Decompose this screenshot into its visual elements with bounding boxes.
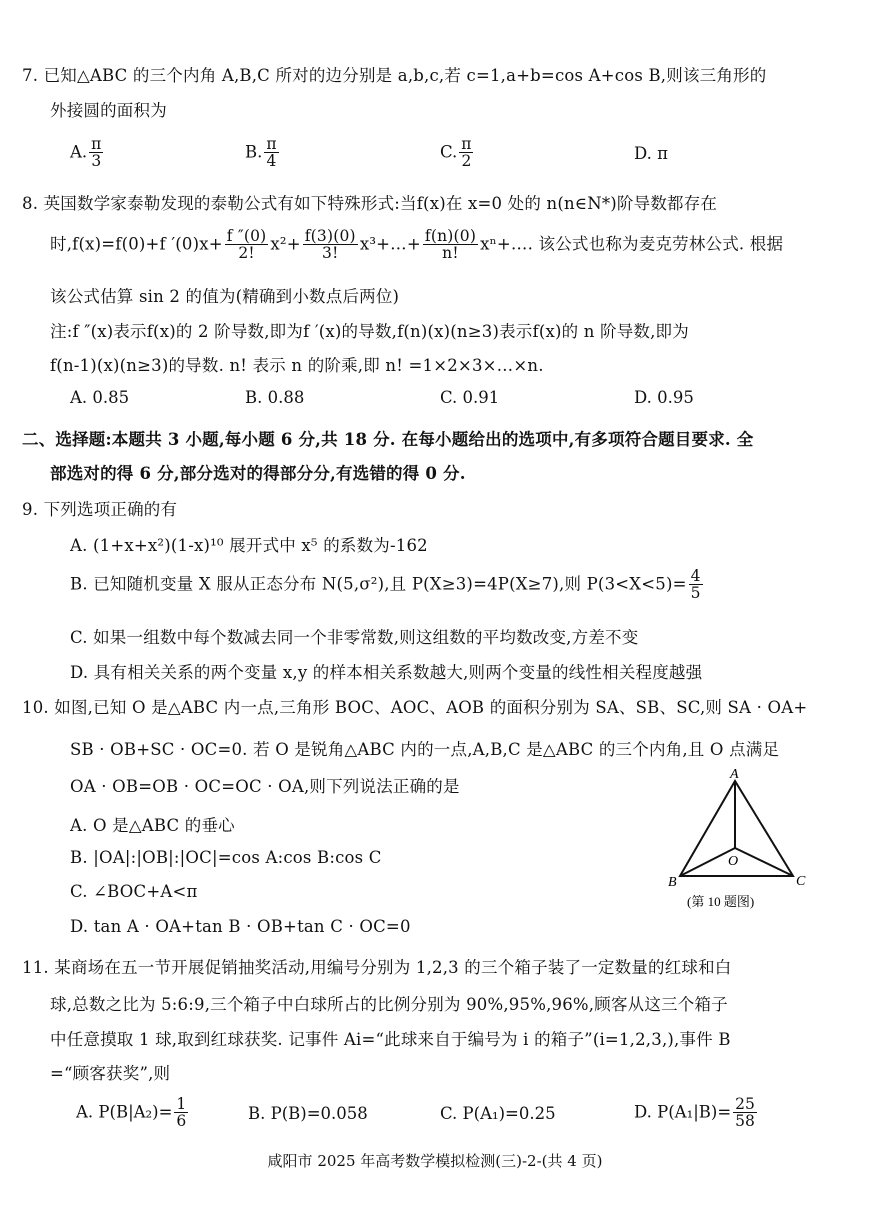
q7-stem-line1: 7. 已知△ABC 的三个内角 A,B,C 所对的边分别是 a,b,c,若 c=1,a+b=cos A+cos B,则该三角形的 xyxy=(22,66,767,85)
q11-option-d-text: D. P(A₁|B)= xyxy=(634,1102,732,1122)
section2-heading-line2: 部选对的得 6 分,部分选对的得部分分,有选错的得 0 分. xyxy=(50,464,466,483)
fraction-numerator: f(3)(0) xyxy=(304,227,356,245)
q8-stem-line1: 8. 英国数学家泰勒发现的泰勒公式有如下特殊形式:当f(x)在 x=0 处的 n(n∈N*)阶导数都存在 xyxy=(22,194,718,213)
q7-option-c-label: C. xyxy=(440,142,458,162)
q11-option-b: B. P(B)=0.058 xyxy=(248,1104,368,1123)
q7-option-a xyxy=(70,136,105,170)
q8-termn-fraction xyxy=(423,228,478,262)
q11-option-a xyxy=(76,1096,190,1130)
q8-formula-line: 时,f(x)=f(0)+f ′(0)x+ $\frac{f ''(0)}{2!}$ x²+ $\frac{f(3)(0)}{3!}$ x³+…+ $\frac{f(n)(0)}{n!}$ xⁿ+…. 该公式也称为麦克劳林公式. 根据 xyxy=(50,227,784,263)
q7-option-a-fraction xyxy=(89,136,103,170)
fraction-denominator: n! xyxy=(442,244,459,263)
q8-term3-fraction xyxy=(303,228,358,262)
vertex-label-c: C xyxy=(796,874,806,889)
q11-option-a-text: A. P(B|A₂)= xyxy=(76,1102,173,1122)
q8-note-line2: f(n-1)(x)(n≥3)的导数. n! 表示 n 的阶乘,即 n! =1×2×3×…×n. xyxy=(50,356,544,375)
q7-option-c-fraction xyxy=(459,136,473,170)
q9-option-b-text: B. 已知随机变量 X 服从正态分布 N(5,σ²),且 P(X≥3)=4P(X≥7),则 P(3<X<5)= xyxy=(70,574,687,594)
q8-option-b: B. 0.88 xyxy=(245,388,305,407)
fraction-numerator: f(n)(0) xyxy=(424,227,477,245)
q11-stem-line1: 11. 某商场在五一节开展促销抽奖活动,用编号分别为 1,2,3 的三个箱子装了一定数量的红球和白 xyxy=(22,958,732,977)
q9-option-a: A. (1+x+x²)(1-x)¹⁰ 展开式中 x⁵ 的系数为-162 xyxy=(70,536,428,555)
q10-option-b: B. |OA|:|OB|:|OC|=cos A:cos B:cos C xyxy=(70,848,382,867)
vertex-label-a: A xyxy=(730,767,739,782)
q8-term2-fraction xyxy=(225,228,269,262)
fraction-numerator: 25 xyxy=(735,1095,755,1113)
fraction-denominator: 58 xyxy=(735,1112,755,1131)
figure-caption: (第 10 题图) xyxy=(687,894,755,909)
fraction-denominator: 2 xyxy=(461,152,472,171)
q7-option-c xyxy=(440,136,475,170)
q11-option-d-fraction xyxy=(733,1096,757,1130)
fraction-denominator: 3 xyxy=(91,152,102,171)
fraction-numerator: π xyxy=(91,135,102,153)
fraction-numerator: 4 xyxy=(690,567,701,585)
q11-stem-line3: 中任意摸取 1 球,取到红球获奖. 记事件 Ai=“此球来自于编号为 i 的箱子”(i=1,2,3,),事件 B xyxy=(50,1030,731,1049)
q11-option-d xyxy=(634,1096,759,1130)
q8-stem-line3: 该公式估算 sin 2 的值为(精确到小数点后两位) xyxy=(50,287,400,306)
q11-option-c: C. P(A₁)=0.25 xyxy=(440,1104,556,1123)
fraction-numerator: π xyxy=(266,135,277,153)
q9-option-b xyxy=(70,568,705,602)
q10-option-a: A. O 是△ABC 的垂心 xyxy=(70,816,235,835)
q10-triangle-figure xyxy=(665,766,815,916)
q7-option-a-label: A. xyxy=(70,142,88,162)
q8-formula-prefix: 时,f(x)=f(0)+f ′(0)x+ xyxy=(50,234,223,254)
fraction-denominator: 3! xyxy=(322,244,339,263)
q8-option-a: A. 0.85 xyxy=(70,388,130,407)
fraction-denominator: 4 xyxy=(266,152,277,171)
q9-option-d: D. 具有相关关系的两个变量 x,y 的样本相关系数越大,则两个变量的线性相关程度越强 xyxy=(70,663,703,682)
q10-stem-line3: OA · OB=OB · OC=OC · OA,则下列说法正确的是 xyxy=(70,777,460,796)
fraction-numerator: 1 xyxy=(176,1095,187,1113)
triangle-diagram xyxy=(665,766,815,916)
fraction-denominator: 2! xyxy=(238,244,255,263)
q7-option-b xyxy=(245,136,281,170)
fraction-numerator: π xyxy=(461,135,472,153)
q8-option-d: D. 0.95 xyxy=(634,388,694,407)
section2-heading-line1: 二、选择题:本题共 3 小题,每小题 6 分,共 18 分. 在每小题给出的选项中,有多项符合题目要求. 全 xyxy=(22,430,754,449)
fraction-denominator: 5 xyxy=(690,584,701,603)
q11-stem-line2: 球,总数之比为 5:6:9,三个箱子中白球所占的比例分别为 90%,95%,96%,顾客从这三个箱子 xyxy=(50,995,728,1014)
q8-formula-suffix: xⁿ+…. 该公式也称为麦克劳林公式. 根据 xyxy=(480,234,784,254)
q10-stem-line1: 10. 如图,已知 O 是△ABC 内一点,三角形 BOC、AOC、AOB 的面积分别为 SA、SB、SC,则 SA · OA+ xyxy=(22,698,808,717)
q7-option-b-label: B. xyxy=(245,142,263,162)
q10-option-c: C. ∠BOC+A<π xyxy=(70,882,198,901)
vertex-label-b: B xyxy=(668,875,677,890)
q7-option-b-fraction xyxy=(264,136,278,170)
fraction-denominator: 6 xyxy=(176,1112,187,1131)
q8-option-c: C. 0.91 xyxy=(440,388,500,407)
q9-option-c: C. 如果一组数中每个数减去同一个非零常数,则这组数的平均数改变,方差不变 xyxy=(70,628,639,647)
q11-stem-line4: =“顾客获奖”,则 xyxy=(50,1064,171,1083)
fraction-numerator: f ″(0) xyxy=(226,227,267,245)
q10-stem-line2: SB · OB+SC · OC=0. 若 O 是锐角△ABC 内的一点,A,B,C 是△ABC 的三个内角,且 O 点满足 xyxy=(70,740,780,759)
q9-option-b-fraction xyxy=(689,568,703,602)
point-label-o: O xyxy=(728,854,739,869)
q7-stem-line2: 外接圆的面积为 xyxy=(50,101,167,120)
q11-option-a-fraction xyxy=(174,1096,188,1130)
q10-option-d: D. tan A · OA+tan B · OB+tan C · OC=0 xyxy=(70,917,411,936)
q8-note-line1: 注:f ″(x)表示f(x)的 2 阶导数,即为f ′(x)的导数,f(n)(x)(n≥3)表示f(x)的 n 阶导数,即为 xyxy=(50,322,689,341)
q9-stem: 9. 下列选项正确的有 xyxy=(22,500,178,519)
page-footer: 咸阳市 2025 年高考数学模拟检测(三)-2-(共 4 页) xyxy=(267,1152,603,1170)
q7-option-d: D. π xyxy=(634,144,668,163)
